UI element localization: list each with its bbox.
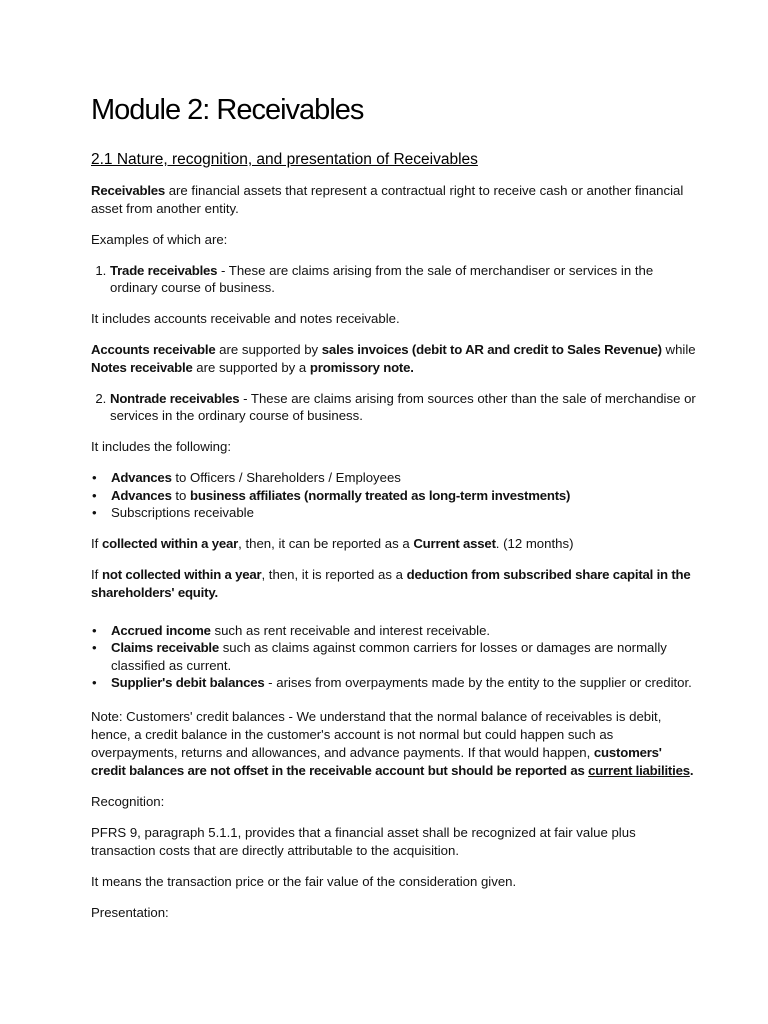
collected-paragraph: If collected within a year, then, it can be reported as a Current asset. (12 months) — [91, 535, 574, 551]
pfrs-paragraph: PFRS 9, paragraph 5.1.1, provides that a financial asset shall be recognized at fair value plus transaction costs that are directly attributable to the acquisition. — [91, 824, 636, 858]
list-item: • Supplier's debit balances - arises from overpayments made by the entity to the supplier or creditor. — [111, 674, 696, 692]
list-item: • Accrued income such as rent receivable and interest receivable. — [111, 622, 696, 640]
list-item-trade-receivables: 1. Trade receivables - These are claims arising from the sale of merchandiser or services in the ordinary course of business. — [110, 262, 696, 296]
list-item-nontrade-receivables: 2. Nontrade receivables - These are claims arising from sources other than the sale of merchandise or services in the ordinary course of business. — [110, 390, 696, 424]
list-item: • Advances to business affiliates (normally treated as long-term investments) — [111, 487, 696, 505]
not-collected-paragraph: If not collected within a year, then, it is reported as a deduction from subscribed share capital in the shareholders' equity. — [91, 566, 691, 600]
list-item: • Subscriptions receivable — [111, 504, 696, 522]
examples-label: Examples of which are: — [91, 232, 228, 247]
numbered-list-1 — [91, 262, 696, 296]
bullet-list-1 — [91, 469, 696, 522]
includes-following: It includes the following: — [91, 439, 232, 454]
note-paragraph: Note: Customers' credit balances - We understand that the normal balance of receivables is debit, hence, a credit balance in the customer's account is not normal but could happen such as overpayments, returns and allowances, and advance payments. If that would happen, customers' credit balances are not offset in the receivable account but should be reported as current liabilities. — [91, 708, 694, 778]
section-heading: 2.1 Nature, recognition, and presentation of Receivables — [91, 151, 478, 168]
numbered-list-2 — [91, 390, 696, 424]
bullet-list-2 — [91, 622, 696, 692]
recognition-label: Recognition: — [91, 793, 165, 809]
list-item: • Advances to Officers / Shareholders / Employees — [111, 469, 696, 487]
presentation-label: Presentation: — [91, 904, 169, 920]
means-paragraph: It means the transaction price or the fair value of the consideration given. — [91, 873, 517, 889]
intro-paragraph: Receivables are financial assets that represent a contractual right to receive cash or another financial asset from another entity. — [91, 183, 684, 216]
list-item: • Claims receivable such as claims against common carriers for losses or damages are normally classified as current. — [111, 639, 696, 674]
ar-paragraph: Accounts receivable are supported by sales invoices (debit to AR and credit to Sales Revenue) while Notes receivable are supported by a promissory note. — [91, 342, 696, 375]
includes-ar-np: It includes accounts receivable and notes receivable. — [91, 311, 400, 326]
page-title: Module 2: Receivables — [91, 94, 364, 126]
